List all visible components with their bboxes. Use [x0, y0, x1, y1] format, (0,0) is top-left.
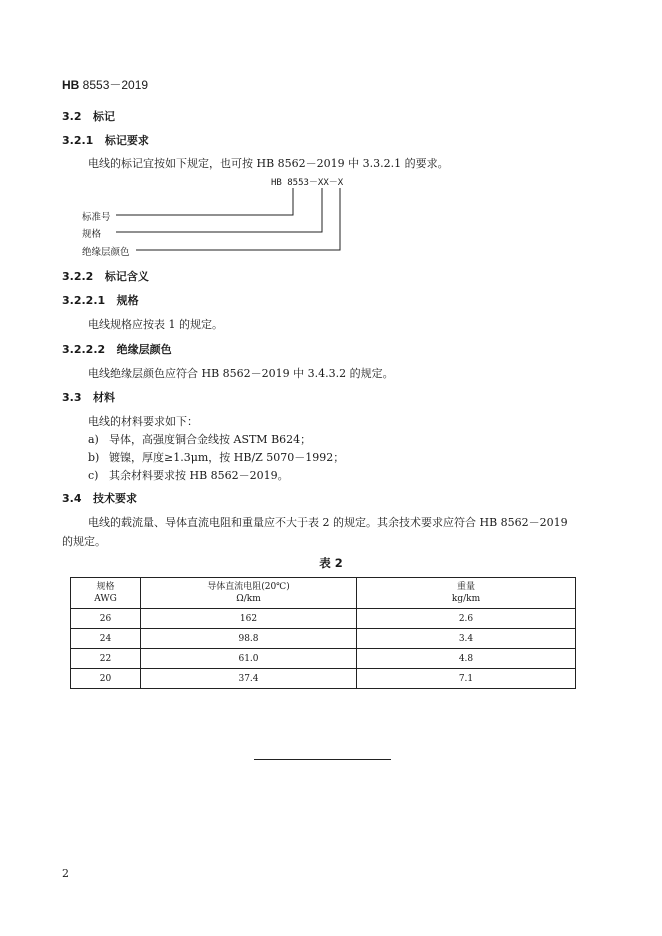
cell-resistance: 37.4: [141, 669, 357, 689]
cell-weight: 3.4: [357, 629, 576, 649]
section-3-4-text-line2: 的规定。: [62, 535, 106, 548]
table-row: [71, 609, 576, 629]
marking-label-insulation-color: 绝缘层颜色: [82, 247, 130, 258]
end-rule: [254, 759, 391, 760]
list-marker: b): [88, 451, 100, 464]
marking-code: HB 8553－XX－X: [271, 178, 344, 188]
list-marker: a): [88, 433, 99, 446]
cell-resistance: 98.8: [141, 629, 357, 649]
table-row: [71, 669, 576, 689]
header-unit: Ω/km: [236, 594, 261, 604]
section-number: 3.2.2: [62, 270, 94, 283]
section-number: 3.2.2.1: [62, 294, 106, 307]
header-line: 规格: [96, 582, 115, 592]
header-unit: AWG: [94, 594, 117, 604]
cell-weight: 7.1: [357, 669, 576, 689]
section-title: 标记含义: [104, 270, 149, 283]
section-number: 3.2.2.2: [62, 343, 106, 356]
header-weight: [357, 578, 576, 609]
section-title: 材料: [93, 391, 115, 404]
cell-weight: 2.6: [357, 609, 576, 629]
section-3-2-1-text: 电线的标记宜按如下规定，也可按 HB 8562－2019 中 3.3.2.1 的要求。: [88, 157, 449, 170]
section-number: 3.3: [62, 391, 82, 404]
section-title: 标记要求: [104, 134, 149, 147]
header-line: 导体直流电阻(20℃): [207, 582, 290, 592]
materials-intro: 电线的材料要求如下：: [88, 415, 198, 428]
table-caption: 表 2: [319, 556, 343, 570]
section-3-2-2-2-heading: [62, 341, 172, 357]
materials-item: [88, 467, 289, 483]
cell-size: 24: [71, 629, 141, 649]
section-title: 标记: [93, 110, 115, 123]
cell-weight: 4.8: [357, 649, 576, 669]
section-number: 3.2: [62, 110, 82, 123]
section-3-4-text-line1: 电线的载流量、导体直流电阻和重量应不大于表 2 的规定。其余技术要求应符合 HB 8562－2019: [88, 516, 568, 529]
cell-size: 26: [71, 609, 141, 629]
section-3-2-2-1-heading: [62, 292, 139, 308]
list-text: 其余材料要求按 HB 8562－2019。: [109, 469, 289, 482]
list-text: 镀镍，厚度≥1.3μm，按 HB/Z 5070－1992；: [109, 451, 345, 464]
section-3-2-2-heading: [62, 268, 149, 284]
section-title: 技术要求: [93, 492, 137, 505]
materials-item: [88, 449, 344, 465]
table-header-row: [71, 578, 576, 609]
header-resistance: [141, 578, 357, 609]
cell-size: 22: [71, 649, 141, 669]
header-size: [71, 578, 141, 609]
section-3-3-heading: [62, 389, 115, 405]
section-number: 3.2.1: [62, 134, 94, 147]
cell-size: 20: [71, 669, 141, 689]
list-marker: c): [88, 469, 99, 482]
section-3-4-heading: [62, 490, 137, 506]
table-row: [71, 629, 576, 649]
section-title: 规格: [116, 294, 139, 307]
marking-label-size: 规格: [82, 229, 102, 240]
cell-resistance: 162: [141, 609, 357, 629]
section-3-2-2-1-text: 电线规格应按表 1 的规定。: [88, 318, 223, 331]
table-row: [71, 649, 576, 669]
section-3-2-2-2-text: 电线绝缘层颜色应符合 HB 8562－2019 中 3.4.3.2 的规定。: [88, 367, 394, 380]
section-number: 3.4: [62, 492, 82, 505]
cell-resistance: 61.0: [141, 649, 357, 669]
section-title: 绝缘层颜色: [116, 343, 172, 356]
header-line: 重量: [456, 582, 475, 592]
materials-item: [88, 431, 311, 447]
resistance-weight-table: [70, 577, 576, 689]
list-text: 导体，高强度铜合金线按 ASTM B624；: [109, 433, 312, 446]
header-unit: kg/km: [451, 594, 481, 604]
header-std-number: 8553－2019: [79, 78, 149, 92]
header-std-prefix: HB: [62, 78, 80, 92]
marking-label-standard-number: 标准号: [82, 212, 111, 223]
page-number: 2: [62, 867, 69, 880]
